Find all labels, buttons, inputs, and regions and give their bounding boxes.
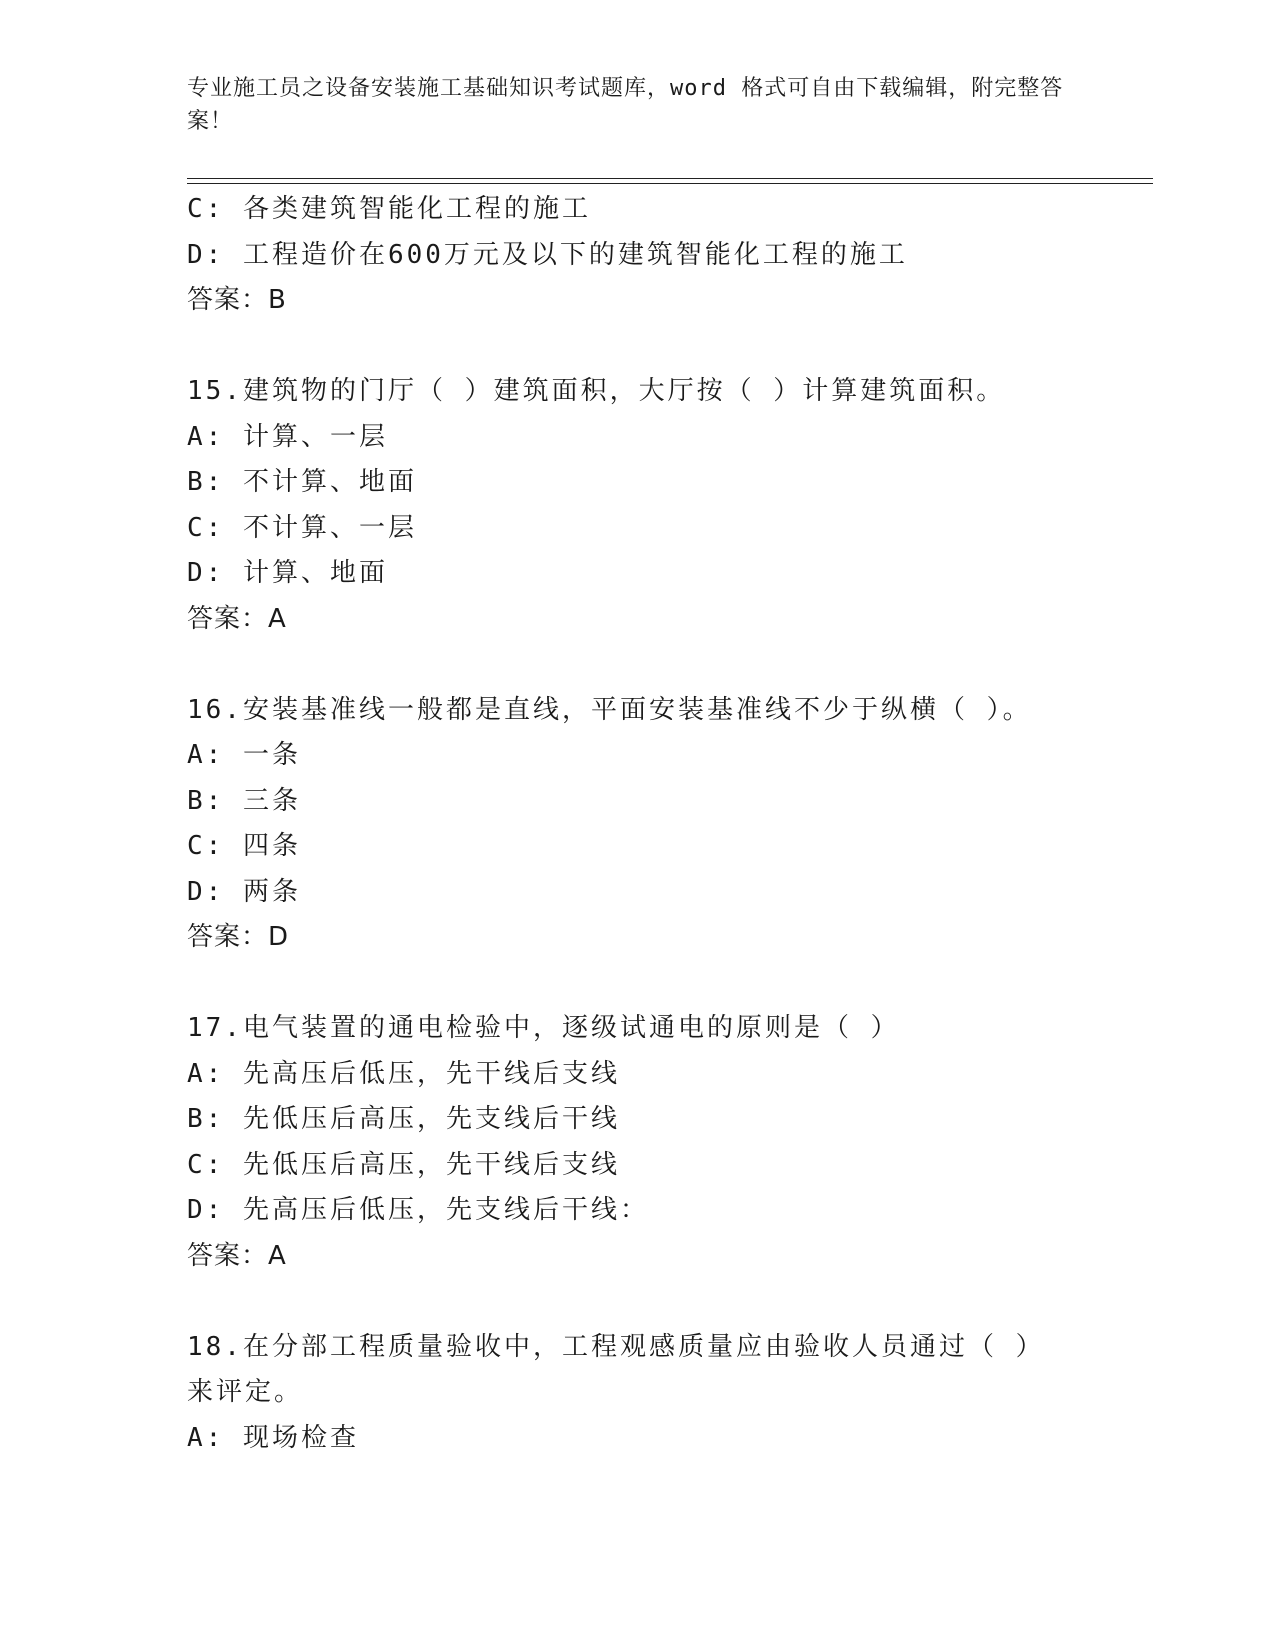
- question-stem: 18.在分部工程质量验收中，工程观感质量应由验收人员通过（ ）来评定。: [187, 1331, 1045, 1407]
- option-b: B: 三条: [187, 785, 301, 816]
- header-divider-bottom: [187, 183, 1153, 184]
- question-stem: 15.建筑物的门厅（ ）建筑面积，大厅按（ ）计算建筑面积。: [187, 376, 1006, 406]
- option-c: C: 先低压后高压，先干线后支线: [187, 1149, 620, 1180]
- question-stem: 17.电气装置的通电检验中，逐级试通电的原则是（ ）: [187, 1013, 900, 1043]
- option-c: C: 各类建筑智能化工程的施工: [187, 194, 591, 224]
- option-a: A: 计算、一层: [187, 421, 388, 452]
- option-c: C: 不计算、一层: [187, 512, 417, 543]
- option-a: A: 现场检查: [187, 1422, 359, 1453]
- option-a: A: 先高压后低压，先干线后支线: [187, 1058, 620, 1089]
- option-b: B: 不计算、地面: [187, 467, 417, 497]
- answer: 答案：D: [187, 922, 290, 952]
- header-divider-top: [187, 178, 1153, 179]
- option-d: D: 计算、地面: [187, 558, 388, 588]
- option-b: B: 先低压后高压，先支线后干线: [187, 1104, 620, 1134]
- option-a: A: 一条: [187, 740, 301, 770]
- option-d: D: 先高压后低压，先支线后干线：: [187, 1195, 649, 1225]
- question-stem: 16.安装基准线一般都是直线，平面安装基准线不少于纵横（ ）。: [187, 694, 1032, 725]
- option-c: C: 四条: [187, 831, 301, 861]
- document-header: 专业施工员之设备安装施工基础知识考试题库，word 格式可自由下载编辑，附完整答案！: [187, 76, 1064, 134]
- answer: 答案：A: [187, 1240, 287, 1271]
- answer: 答案：A: [187, 603, 287, 634]
- question-17: [187, 1006, 1087, 1279]
- question-list: [187, 187, 1087, 1461]
- question-18: [187, 1325, 1087, 1462]
- option-d: D: 两条: [187, 876, 301, 907]
- question-15: [187, 369, 1087, 642]
- option-d: D: 工程造价在600万元及以下的建筑智能化工程的施工: [187, 239, 908, 270]
- answer: 答案：B: [187, 285, 287, 315]
- question-16: [187, 688, 1087, 961]
